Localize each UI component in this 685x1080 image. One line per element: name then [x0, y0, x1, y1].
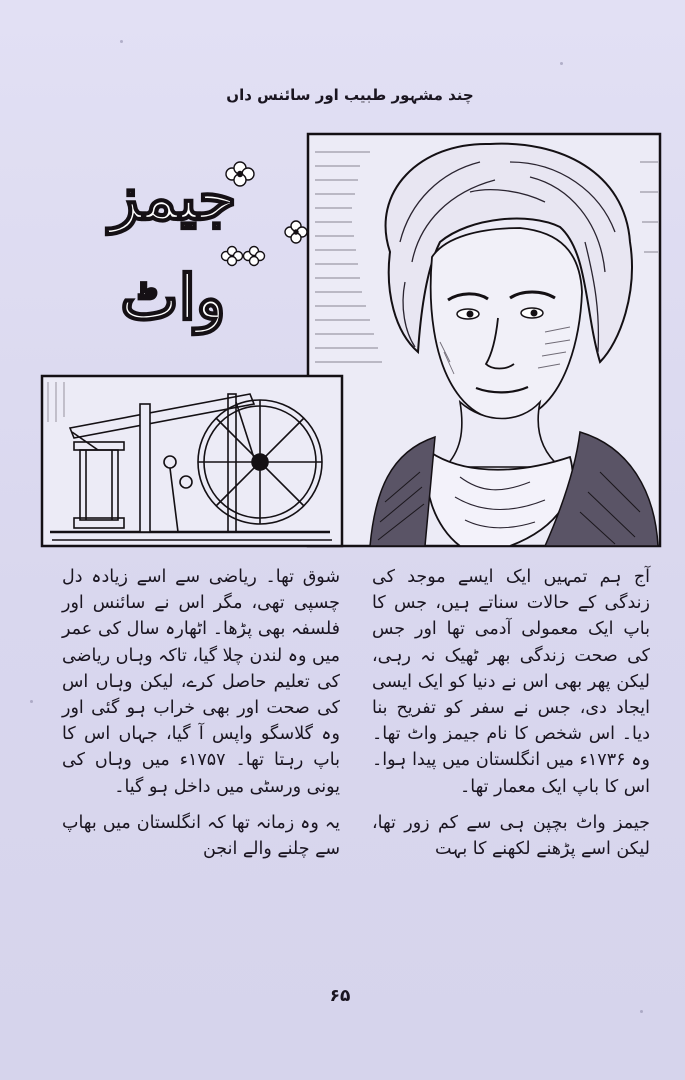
- paper-speck: [560, 62, 563, 65]
- text-column-left: [62, 564, 340, 872]
- paragraph: جیمز واٹ بچپن ہی سے کم زور تھا، لیکن اسے پڑھنے لکھنے کا بہت: [372, 812, 650, 860]
- page-number: ۶۵: [329, 986, 351, 1006]
- article-title: جیمز واٹ: [109, 161, 237, 334]
- paragraph: یہ وہ زمانہ تھا کہ انگلستان میں بھاپ سے چلنے والے انجن: [62, 812, 340, 860]
- running-head: چند مشہور طبیب اور سائنس داں: [226, 86, 474, 104]
- article-body: [62, 564, 650, 984]
- text-column-right: [372, 564, 650, 872]
- paper-speck: [120, 40, 123, 43]
- paragraph: شوق تھا۔ ریاضی سے اسے زیادہ دل چسپی تھی، مگر اس نے سائنس اور فلسفہ بھی پڑھا۔ اٹھارہ سال کی عمر میں وہ لندن چلا گیا، تاکہ وہاں ریاضی کی تعلیم حاصل کرے، لیکن وہاں اس کی صحت اور بھی خراب ہو گئی اور وہ گلاسگو واپس آ گیا، جہاں اس کا باپ رہتا تھا۔ ۱۷۵۷ء میں وہاں کی یونی ورسٹی میں داخل ہو گیا۔: [62, 567, 340, 797]
- article-title-box: [48, 148, 298, 334]
- paper-speck: [30, 700, 33, 703]
- paragraph: آج ہم تمہیں ایک ایسے موجد کی زندگی کے حالات سناتے ہیں، جس کا باپ ایک معمولی آدمی تھا اور جس کی صحت زندگی بھر ٹھیک نہ رہی، لیکن پھر بھی اس نے دنیا کو ایک ایسی ایجاد دی، جس نے سفر کو تفریح بنا دیا۔ اس شخص کا نام جیمز واٹ تھا۔ وہ ۱۷۳۶ء میں انگلستان میں پیدا ہوا۔ اس کا باپ ایک معمار تھا۔: [372, 567, 650, 797]
- paper-speck: [640, 1010, 643, 1013]
